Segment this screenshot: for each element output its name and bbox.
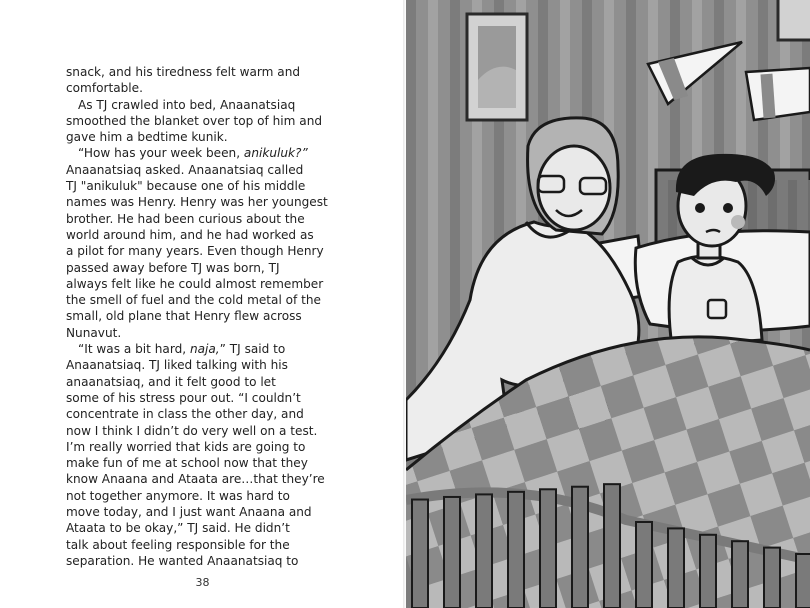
text-line: Anaanatsiaq asked. Anaanatsiaq called bbox=[66, 162, 304, 177]
framed-picture-corner bbox=[778, 0, 810, 40]
footboard-slat bbox=[444, 497, 460, 608]
text-line: Anaanatsiaq. TJ liked talking with his bbox=[66, 358, 288, 373]
text-line: talk about feeling responsible for the bbox=[66, 537, 290, 552]
footboard-slat bbox=[604, 484, 620, 608]
footboard-slat bbox=[668, 528, 684, 608]
text-line: the smell of fuel and the cold metal of the bbox=[66, 293, 321, 308]
text-line: snack, and his tiredness felt warm and bbox=[66, 65, 301, 79]
footboard-slat bbox=[732, 541, 748, 608]
text-line: some of his stress pour out. “I couldn’t bbox=[66, 390, 301, 405]
text-line: comfortable. bbox=[66, 81, 143, 96]
text-line: passed away before TJ was born, TJ bbox=[66, 260, 280, 275]
footboard-slat bbox=[412, 500, 428, 608]
text-line: Nunavut. bbox=[66, 325, 122, 340]
text-line: As TJ crawled into bed, Anaanatsiaq bbox=[78, 97, 296, 112]
text-line: TJ "anikuluk" because one of his middle bbox=[66, 179, 306, 194]
text-line: anaanatsiaq, and it felt good to let bbox=[66, 374, 276, 389]
footboard-slat bbox=[764, 548, 780, 608]
page-number: 38 bbox=[195, 576, 210, 589]
footboard-slat bbox=[572, 487, 588, 608]
text-line: a pilot for many years. Even though Henry bbox=[66, 244, 324, 259]
story-text bbox=[66, 64, 366, 569]
text-line: gave him a bedtime kunik. bbox=[66, 130, 228, 145]
text-line: “How has your week been, anikuluk?” bbox=[78, 146, 308, 161]
text-line: smoothed the blanket over top of him and bbox=[66, 113, 323, 128]
text-line: Ataata to be okay,” TJ said. He didn’t bbox=[66, 521, 290, 536]
text-line: names was Henry. Henry was her youngest bbox=[66, 195, 328, 210]
text-line: I’m really worried that kids are going to bbox=[66, 439, 306, 454]
text-line: now I think I didn’t do very well on a test. bbox=[66, 423, 318, 438]
footboard-slat bbox=[796, 554, 810, 608]
footboard-slat bbox=[476, 494, 492, 608]
text-line: world around him, and he had worked as bbox=[66, 227, 314, 242]
italic-term: anikuluk?” bbox=[243, 146, 308, 161]
text-line: small, old plane that Henry flew across bbox=[66, 309, 302, 324]
text-line: separation. He wanted Anaanatsiaq to bbox=[66, 553, 299, 568]
italic-term: naja, bbox=[189, 342, 220, 357]
pennant-flag-2 bbox=[746, 68, 810, 120]
text-line: concentrate in class the other day, and bbox=[66, 407, 304, 422]
footboard-slat bbox=[540, 489, 556, 608]
footboard-slat bbox=[508, 492, 524, 608]
illustration-grandmother-tucking-in-boy bbox=[406, 0, 810, 608]
text-line: move today, and I just want Anaana and bbox=[66, 505, 312, 520]
text-line: always felt like he could almost remember bbox=[66, 276, 324, 291]
text-line: know Anaana and Ataata are…that they’re bbox=[66, 472, 325, 487]
footboard-slat bbox=[636, 522, 652, 608]
footboard-slat bbox=[700, 535, 716, 608]
text-line: not together anymore. It was hard to bbox=[66, 488, 290, 503]
text-line: “It was a bit hard, naja,” TJ said to bbox=[78, 342, 286, 357]
framed-picture bbox=[467, 14, 527, 120]
text-line: make fun of me at school now that they bbox=[66, 456, 308, 471]
text-line: brother. He had been curious about the bbox=[66, 211, 305, 226]
